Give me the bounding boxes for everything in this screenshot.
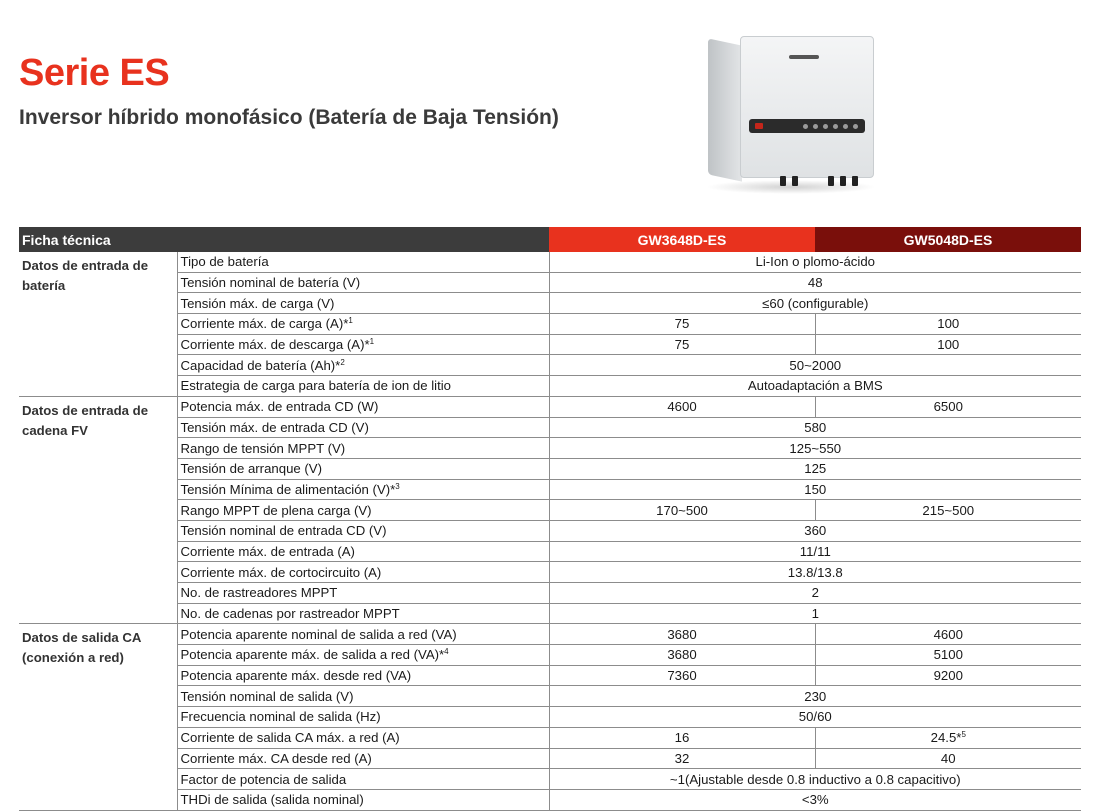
param-name-cell [177, 272, 549, 293]
footnote-ref: 3 [395, 481, 400, 491]
value-cell-shared [549, 293, 1081, 314]
footnote-ref: 1 [348, 316, 353, 326]
value-text: 4600 [933, 626, 963, 642]
value-text: Li-Ion o plomo-ácido [755, 254, 876, 270]
value-text: 48 [807, 275, 823, 291]
param-name: Potencia aparente máx. de salida a red (VA)* [180, 647, 445, 663]
footnote-ref: 1 [369, 337, 375, 347]
param-name: Rango MPPT de plena carga (V) [180, 502, 372, 518]
param-name-cell [177, 583, 549, 604]
model-header-1: GW3648D-ES [549, 227, 815, 252]
param-name: Corriente máx. CA desde red (A) [180, 750, 372, 766]
value-cell-model-2 [815, 727, 1081, 748]
param-name-cell [177, 396, 549, 417]
param-name: Potencia máx. de entrada CD (W) [180, 399, 379, 415]
value-text: 360 [804, 523, 827, 539]
value-text: 125~550 [789, 440, 842, 456]
value-text: ≤60 (configurable) [762, 295, 869, 311]
param-name: Corriente de salida CA máx. a red (A) [180, 730, 400, 746]
footnote-ref: 5 [961, 730, 966, 740]
value-text: 3680 [667, 647, 697, 663]
param-name-cell [177, 293, 549, 314]
value-cell-model-2 [815, 396, 1081, 417]
table-row [19, 438, 1081, 459]
value-cell-shared [549, 458, 1081, 479]
value-text: 3680 [667, 626, 697, 642]
table-row [19, 252, 1081, 272]
value-cell-model-1 [549, 727, 815, 748]
table-row [19, 334, 1081, 355]
value-cell-model-2 [815, 665, 1081, 686]
value-cell-model-2 [815, 624, 1081, 645]
value-text: 2 [811, 585, 819, 601]
table-row [19, 769, 1081, 790]
param-name: Potencia aparente máx. desde red (VA) [180, 668, 412, 684]
param-name: Tensión nominal de entrada CD (V) [180, 523, 387, 539]
param-name-cell [177, 727, 549, 748]
value-text: 150 [804, 481, 827, 497]
table-row [19, 727, 1081, 748]
value-cell-model-1 [549, 396, 815, 417]
value-cell-shared [549, 789, 1081, 810]
value-cell-shared [549, 686, 1081, 707]
param-name: Corriente máx. de entrada (A) [180, 543, 355, 559]
value-cell-shared [549, 417, 1081, 438]
param-name: Tensión máx. de entrada CD (V) [180, 419, 369, 435]
value-cell-shared [549, 272, 1081, 293]
param-name: Corriente máx. de descarga (A)* [180, 337, 370, 353]
table-row [19, 520, 1081, 541]
value-cell-model-1 [549, 645, 815, 666]
param-name-cell [177, 624, 549, 645]
page-title: Serie ES [19, 52, 170, 94]
table-header-label: Ficha técnica [19, 227, 549, 252]
table-row [19, 645, 1081, 666]
param-name: Corriente máx. de cortocircuito (A) [180, 564, 382, 580]
value-text: 11/11 [799, 543, 831, 559]
value-text: 50/60 [798, 709, 832, 725]
value-text: 32 [674, 750, 690, 766]
table-row [19, 396, 1081, 417]
param-name-cell [177, 748, 549, 769]
table-row [19, 748, 1081, 769]
value-text: 1 [811, 606, 819, 622]
value-cell-model-1 [549, 334, 815, 355]
value-cell-model-2 [815, 314, 1081, 335]
value-cell-shared [549, 707, 1081, 728]
param-name: Tensión nominal de salida (V) [180, 688, 354, 704]
value-text: 100 [937, 337, 960, 353]
param-name-cell [177, 500, 549, 521]
table-row [19, 789, 1081, 810]
value-cell-shared [549, 769, 1081, 790]
value-text: 230 [804, 688, 827, 704]
table-row [19, 562, 1081, 583]
value-cell-shared [549, 603, 1081, 624]
table-row [19, 686, 1081, 707]
value-text: Autoadaptación a BMS [747, 378, 883, 394]
value-cell-shared [549, 562, 1081, 583]
section-label: Datos de entrada de batería [19, 252, 177, 396]
value-cell-model-2 [815, 748, 1081, 769]
param-name-cell [177, 334, 549, 355]
table-row [19, 417, 1081, 438]
value-text: ~1(Ajustable desde 0.8 inductivo a 0.8 capacitivo) [669, 771, 961, 787]
param-name-cell [177, 541, 549, 562]
param-name: Tensión nominal de batería (V) [180, 275, 361, 291]
value-text: 580 [804, 419, 827, 435]
param-name-cell [177, 789, 549, 810]
table-row [19, 500, 1081, 521]
param-name-cell [177, 314, 549, 335]
value-cell-shared [549, 438, 1081, 459]
param-name-cell [177, 438, 549, 459]
table-header-row [19, 227, 1081, 252]
value-text: 215~500 [922, 502, 975, 518]
value-cell-model-1 [549, 665, 815, 686]
param-name: Potencia aparente nominal de salida a red (VA) [180, 626, 457, 642]
value-cell-model-2 [815, 500, 1081, 521]
param-name: No. de cadenas por rastreador MPPT [180, 606, 400, 622]
table-row [19, 355, 1081, 376]
value-text: 75 [674, 316, 690, 332]
table-body [19, 252, 1081, 810]
param-name-cell [177, 479, 549, 500]
table-row [19, 541, 1081, 562]
value-text: 9200 [933, 668, 963, 684]
param-name-cell [177, 707, 549, 728]
value-text: 50~2000 [789, 357, 842, 373]
value-text: <3% [801, 792, 829, 808]
param-name: No. de rastreadores MPPT [180, 585, 338, 601]
param-name: Corriente máx. de carga (A)* [180, 316, 349, 332]
value-text: 75 [674, 337, 690, 353]
value-text: 16 [674, 730, 690, 746]
table-row [19, 272, 1081, 293]
value-text: 13.8/13.8 [787, 564, 843, 580]
section-label: Datos de entrada de cadena FV [19, 396, 177, 624]
table-row [19, 603, 1081, 624]
page-subtitle: Inversor híbrido monofásico (Batería de Baja Tensión) [19, 106, 559, 129]
value-text: 5100 [933, 647, 963, 663]
inverter-product-image [700, 28, 880, 200]
table-row [19, 624, 1081, 645]
param-name-cell [177, 376, 549, 397]
table-row [19, 583, 1081, 604]
param-name-cell [177, 252, 549, 272]
param-name-cell [177, 665, 549, 686]
table-row [19, 293, 1081, 314]
value-cell-shared [549, 583, 1081, 604]
model-header-2: GW5048D-ES [815, 227, 1081, 252]
value-cell-model-1 [549, 624, 815, 645]
param-name-cell [177, 645, 549, 666]
value-cell-shared [549, 479, 1081, 500]
param-name: Tipo de batería [180, 254, 269, 270]
value-text: 100 [937, 316, 960, 332]
table-row [19, 458, 1081, 479]
param-name: THDi de salida (salida nominal) [180, 792, 364, 808]
section-label: Datos de salida CA (conexión a red) [19, 624, 177, 810]
param-name: Tensión Mínima de alimentación (V)* [180, 481, 396, 497]
value-text: 170~500 [656, 502, 708, 518]
value-cell-model-2 [815, 334, 1081, 355]
param-name-cell [177, 603, 549, 624]
param-name-cell [177, 562, 549, 583]
value-text: 40 [940, 750, 956, 766]
param-name-cell [177, 769, 549, 790]
param-name: Tensión máx. de carga (V) [180, 295, 335, 311]
value-text: 125 [804, 461, 827, 477]
value-cell-shared [549, 376, 1081, 397]
param-name-cell [177, 520, 549, 541]
param-name-cell [177, 417, 549, 438]
param-name: Factor de potencia de salida [180, 771, 347, 787]
param-name: Frecuencia nominal de salida (Hz) [180, 709, 381, 725]
footnote-ref: 2 [340, 357, 345, 367]
footnote-ref: 4 [444, 647, 449, 657]
value-cell-model-1 [549, 500, 815, 521]
table-row [19, 314, 1081, 335]
table-row [19, 479, 1081, 500]
value-cell-shared [549, 541, 1081, 562]
value-text: 24.5* [930, 730, 962, 746]
value-cell-shared [549, 355, 1081, 376]
table-row [19, 707, 1081, 728]
value-cell-model-2 [815, 645, 1081, 666]
spec-table [19, 227, 1081, 811]
value-text: 4600 [667, 399, 697, 415]
table-row [19, 376, 1081, 397]
value-cell-model-1 [549, 748, 815, 769]
param-name: Tensión de arranque (V) [180, 461, 322, 477]
param-name-cell [177, 458, 549, 479]
param-name: Estrategia de carga para batería de ion de litio [180, 378, 452, 394]
param-name: Rango de tensión MPPT (V) [180, 440, 346, 456]
value-cell-model-1 [549, 314, 815, 335]
value-cell-shared [549, 252, 1081, 272]
table-row [19, 665, 1081, 686]
value-cell-shared [549, 520, 1081, 541]
param-name: Capacidad de batería (Ah)* [180, 357, 341, 373]
value-text: 7360 [667, 668, 697, 684]
value-text: 6500 [933, 399, 963, 415]
param-name-cell [177, 686, 549, 707]
param-name-cell [177, 355, 549, 376]
